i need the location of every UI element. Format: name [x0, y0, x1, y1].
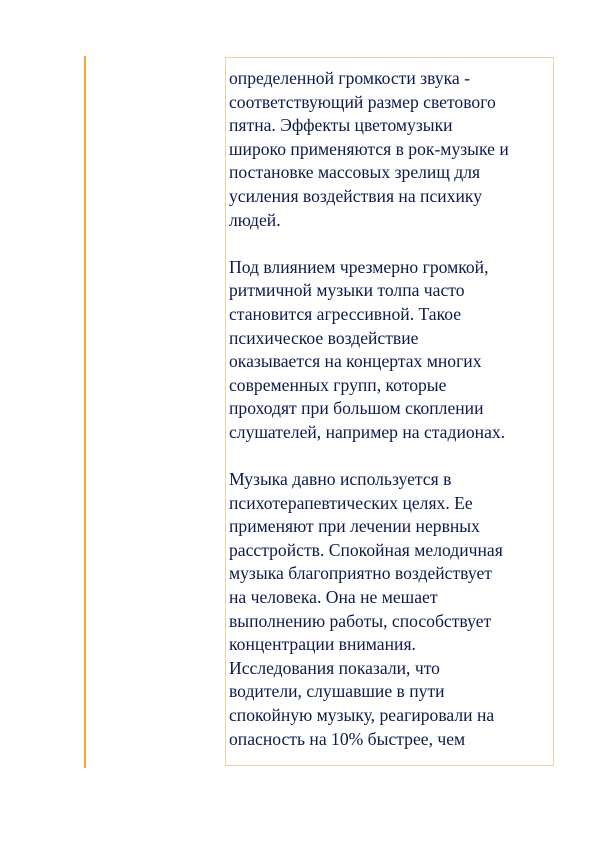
paragraph-music-therapy: Музыка давно используется в психотерапевтических целях. Ее применяют при лечении нервных расстройств. Спокойная мелодичная музыка благоприятно воздействует на человека. Она не мешает выполнению работы, способствует концентрации внимания. Исследования показали, что водители, слушавшие в пути спокойную музыку, реагировали на опасность на 10% быстрее, чем: [229, 469, 503, 749]
margin-rule: [84, 56, 86, 768]
text-body: [229, 67, 551, 751]
paragraph-loud-music-crowd: Под влиянием чрезмерно громкой, ритмичной музыки толпа часто становится агрессивной. Такое психическое воздействие оказывается на концертах многих современных групп, которые проходят при большом скоплении слушателей, например на стадионах.: [229, 256, 506, 442]
paragraph-color-music: определенной громкости звука - соответствующий размер светового пятна. Эффекты цветомузыки широко применяются в рок-музыке и постановке массовых зрелищ для усиления воздействия на психику людей.: [229, 68, 509, 230]
